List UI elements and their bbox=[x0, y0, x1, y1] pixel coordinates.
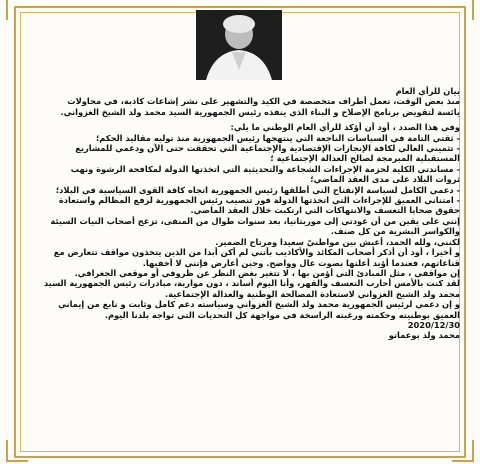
signature-name: محمد ولد بوعماتو bbox=[388, 330, 460, 341]
paragraph-line: إن مواقفي ، مثل المبادئ التي أؤمن بها ، لا تتغير بغض النظر عن ظروفي أو موقعي الجغرافي. bbox=[74, 267, 460, 278]
statement-date: 2020/12/30 bbox=[407, 319, 460, 330]
bullet-line: - مساندتي الكلية لحزمة الإجراءات الشجاعة والتحديثية التي اتخذتها الدولة لمكافحة الرشوة ونهب bbox=[70, 163, 460, 174]
bullet-line: - ثقتي التامة في السياسات الناجعة التي ينتهجها رئيس الجمهورية منذ توليه مقاليد الحكم؛ bbox=[95, 132, 460, 143]
bullet-line: - امتناني العميق للإجراءات التي اتخذتها الدولة فور تنصيب رئيس الجمهورية لرفع المظالم واستعادة bbox=[58, 195, 460, 206]
paragraph-line: و إن دعمي لرئيس الجمهورية محمد ولد الشيخ الغزواني وسياسته دعم كامل وثابت و نابع من إيماني bbox=[58, 299, 460, 310]
paragraph-line: والكواسر البشرية من كل صنف. bbox=[330, 226, 460, 237]
frame-corner-ornament bbox=[452, 0, 474, 20]
paragraph-line: لكنني، ولله الحمد، أعيش بين مواطنيّ سعيدا ومرتاح الضمير. bbox=[215, 236, 460, 247]
paragraph-intro: وفي هذا الصدد ، أود أن أؤكد للرأي العام الوطني ما يلي: bbox=[230, 122, 460, 133]
frame-corner-ornament bbox=[452, 440, 474, 462]
paragraph-line: و أخيرا ، أود أن أذكر أصحاب المكائد والأكاذيب بأنني لم أكن أبدا من الذين يتخذون مواقف تتعارض مع bbox=[53, 247, 460, 258]
bullet-line: المستقبلية المبرمجة لصالح العدالة الإجتماعية ؛ bbox=[270, 153, 460, 164]
paragraph-line: قناعاتهم، فعندما أؤيد أعلنها بصوت عال وواضح. وحين أعارض فإنني لا أخفيها. bbox=[142, 257, 460, 268]
frame-corner-ornament bbox=[6, 0, 28, 20]
bullet-line: - تثميني العالي لكافة الإنجازات الإقتصادية والإجتماعية التي تحققت حتى الآن ودعمي للمشاريع bbox=[75, 143, 460, 154]
paragraph-line: العميق بوطنيته وحكمته ورغبته الراسخة في مواجهة كل التحديات التي تواجه بلدنا اليوم. bbox=[104, 309, 460, 320]
portrait-photo bbox=[196, 10, 282, 80]
statement-text bbox=[28, 86, 460, 341]
paragraph-line: لقد كنت بالأمس أحارب التعسف والقهر، وأنا اليوم أساند ، دون مواربة، مبادرات رئيس الجمهورية السيد bbox=[43, 278, 460, 289]
paragraph-line: يائسة لتقويض برنامج الإصلاح و البناء الذي ينفذه رئيس الجمهورية السيد محمد ولد الشيخ الغزواني. bbox=[60, 106, 460, 117]
paragraph-line: محمد ولد الشيخ الغزواني لاستعادة المصالحة الوطنية والعدالة الإجتماعية. bbox=[164, 288, 460, 299]
paragraph-line: إنني على يقين من أن عودتي إلى موريتانيا، بعد سنوات طوال من المنفى، تزعج أصحاب النيات السيئة bbox=[50, 215, 460, 226]
bullet-line: - دعمي الكامل لسياسة الإنفتاح التي أطلقها رئيس الجمهورية اتجاه كافة القوى السياسية في البلاد؛ bbox=[55, 184, 460, 195]
bullet-line: حقوق ضحايا التعسف والانتهاكات التي ارتكبت خلال العقد الماضي. bbox=[190, 205, 460, 216]
statement-heading: بيان للرأي العام bbox=[395, 86, 460, 96]
paragraph-line: منذ بعض الوقت، تعمل أطراف متخصصة في الكيد والتشهير على نشر إشاعات كاذبة، في محاولات bbox=[67, 96, 460, 107]
frame-corner-ornament bbox=[6, 440, 28, 462]
bullet-line: ثروات البلاد على مدى العقد الماضي؛ bbox=[310, 174, 460, 185]
